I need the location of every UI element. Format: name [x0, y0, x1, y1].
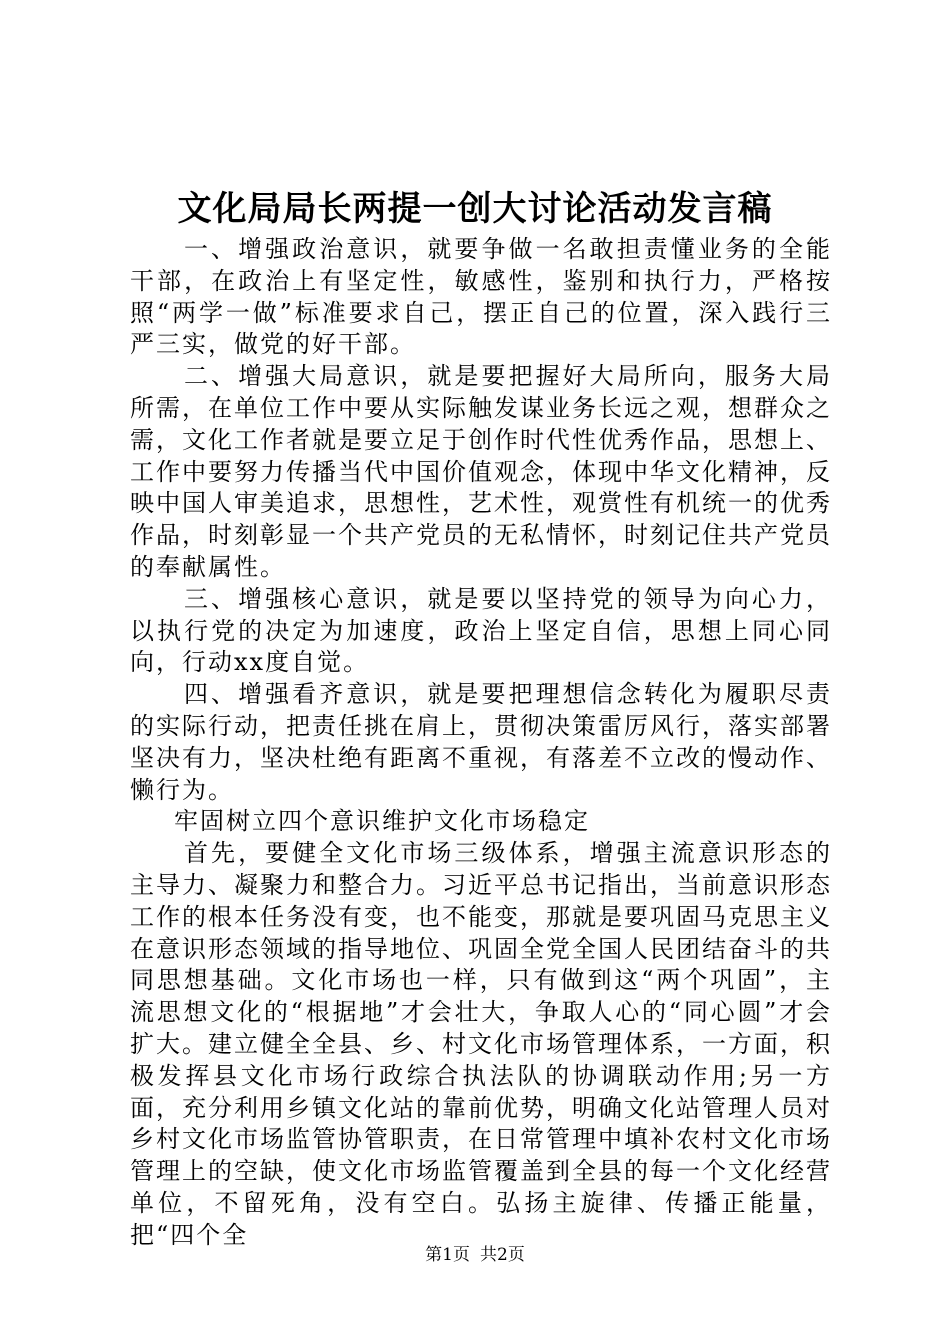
paragraph-cultural-market: 首先，要健全文化市场三级体系，增强主流意识形态的主导力、凝聚力和整合力。习近平总书记指出，当前意识形态工作的根本任务没有变，也不能变，那就是要巩固马克思主义在意识形态领域的指导地位、巩固全党全国人民团结奋斗的共同思想基础。文化市场也一样，只有做到这“两个巩固”，主流思想文化的“根据地”才会壮大，争取人心的“同心圆”才会扩大。建立健全全县、乡、村文化市场管理体系，一方面，积极发挥县文化市场行政综合执法队的协调联动作用;另一方面，充分利用乡镇文化站的靠前优势，明确文化站管理人员对乡村文化市场监管协管职责，在日常管理中填补农村文化市场管理上的空缺，使文化市场监管覆盖到全县的每一个文化经营单位，不留死角，没有空白。弘扬主旋律、传播正能量，把“四个全: [130, 839, 832, 1249]
paragraph-alignment-awareness: 四、增强看齐意识，就是要把理想信念转化为履职尽责的实际行动，把责任挑在肩上，贯彻决策雷厉风行，落实部署坚决有力，坚决杜绝有距离不重视，有落差不立改的慢动作、懒行为。: [130, 680, 832, 804]
document-body: [130, 234, 832, 1252]
document-title: 文化局局长两提一创大讨论活动发言稿: [177, 189, 773, 229]
page-total: 共2页: [480, 1245, 525, 1265]
page-footer: [0, 1243, 950, 1267]
page-number: 第1页: [425, 1245, 470, 1265]
paragraph-core-awareness: 三、增强核心意识，就是要以坚持党的领导为向心力，以执行党的决定为加速度，政治上坚定自信，思想上同心同向，行动xx度自觉。: [130, 584, 832, 677]
paragraph-overall-awareness: 二、增强大局意识，就是要把握好大局所向，服务大局所需，在单位工作中要从实际触发谋业务长远之观，想群众之需，文化工作者就是要立足于创作时代性优秀作品，思想上、工作中要努力传播当代中国价值观念，体现中华文化精神，反映中国人审美追求，思想性，艺术性，观赏性有机统一的优秀作品，时刻彰显一个共产党员的无私情怀，时刻记住共产党员的奉献属性。: [130, 362, 832, 581]
section-heading: 牢固树立四个意识维护文化市场稳定: [174, 807, 590, 836]
paragraph-political-awareness: 一、增强政治意识，就要争做一名敢担责懂业务的全能干部，在政治上有坚定性，敏感性，鉴别和执行力，严格按照“两学一做”标准要求自己，摆正自己的位置，深入践行三严三实，做党的好干部。: [130, 235, 832, 359]
